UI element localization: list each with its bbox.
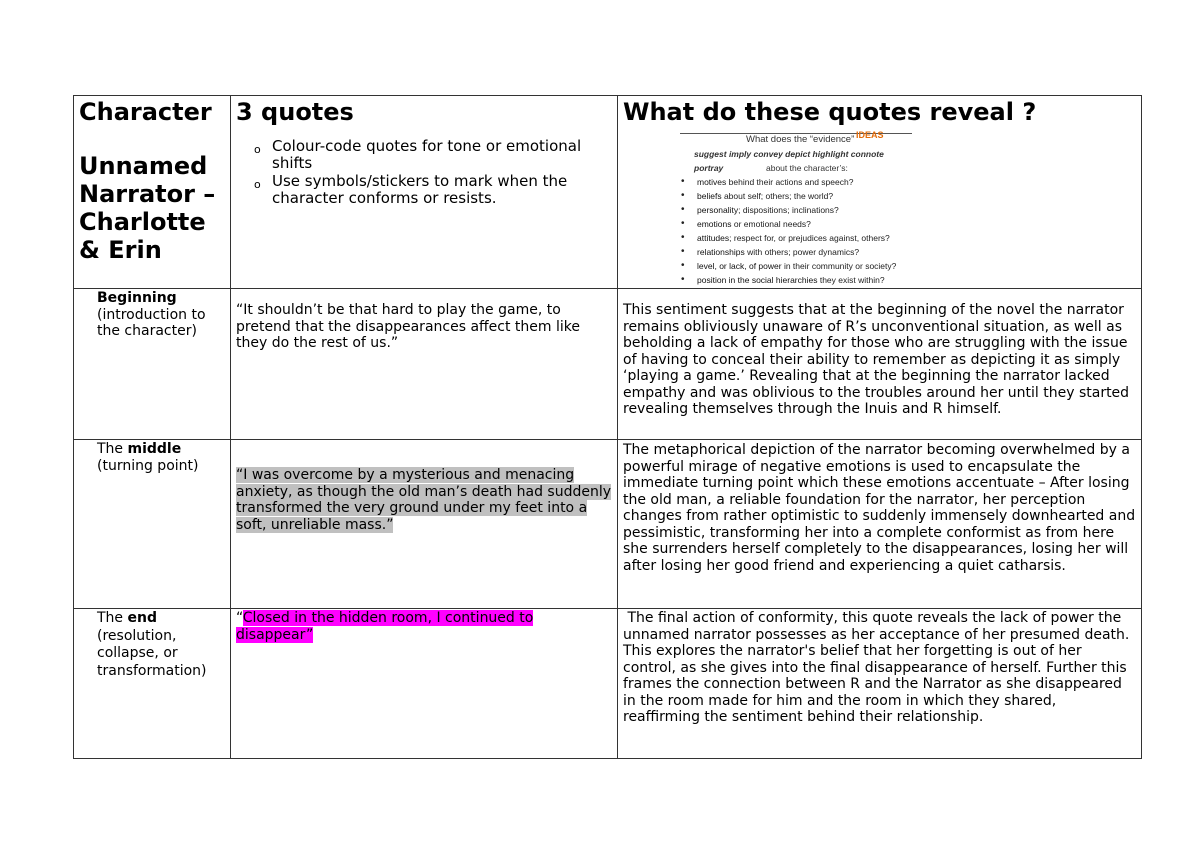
header-reveal-cell bbox=[618, 96, 1142, 289]
analysis-cell bbox=[618, 609, 1142, 759]
character-name-line: Charlotte bbox=[79, 208, 206, 236]
analysis-text: This sentiment suggests that at the beginning of the novel the narrator remains obliviously unaware of R’s unconventional situation, as well as beholding a lack of empathy for those who are struggling with the issue of having to conceal their ability to remember as depicting it as simply ‘playing a game.’ Revealing that at the beginning the narrator lacked empathy and was oblivious to the troubles around her until they started revealing themselves through the Inuis and R himself. bbox=[623, 302, 1130, 417]
quote-text bbox=[236, 467, 612, 533]
character-title: Character bbox=[79, 98, 212, 126]
circle-bullet-icon: o bbox=[254, 143, 261, 156]
circle-bullet-icon: o bbox=[254, 178, 261, 191]
ideas-heading: What does the “evidence” bbox=[746, 134, 855, 145]
table-row-middle bbox=[74, 440, 1142, 609]
ideas-about: about the character’s: bbox=[766, 163, 848, 173]
stage-cell bbox=[74, 289, 231, 440]
table-row-end bbox=[74, 609, 1142, 759]
quote-cell bbox=[231, 289, 618, 440]
quote-text: “It shouldn’t be that hard to play the game, to pretend that the disappearances affect them like they do the rest of us.” bbox=[236, 302, 580, 351]
ideas-guide-image bbox=[680, 130, 912, 285]
character-heading bbox=[79, 98, 225, 264]
table-row-beginning bbox=[74, 289, 1142, 440]
stage-cell bbox=[74, 440, 231, 609]
analysis-cell bbox=[618, 440, 1142, 609]
ideas-item: • level, or lack, of power in their community or society? bbox=[680, 259, 896, 273]
character-name-line: Unnamed bbox=[79, 152, 208, 180]
character-name-line: Narrator – bbox=[79, 180, 216, 208]
ideas-item: • position in the social hierarchies they exist within? bbox=[680, 273, 896, 287]
instruction-item: o Use symbols/stickers to mark when the character conforms or resists. bbox=[254, 172, 568, 207]
analysis-text: The final action of conformity, this quote reveals the lack of power the unnamed narrator possesses as her acceptance of her presumed death. This explores the narrator's belief that her forgetting is out of her control, as she gives into the final disappearance of herself. Further this frames the connection between R and the Narrator as she disappeared in the room made for him and the room in which they shared, reaffirming the sentiment behind their relationship. bbox=[623, 610, 1134, 725]
instruction-item: o Colour-code quotes for tone or emotional shifts bbox=[254, 137, 582, 172]
header-character-cell bbox=[74, 96, 231, 289]
header-row bbox=[74, 96, 1142, 289]
reveal-title: What do these quotes reveal ? bbox=[623, 98, 1037, 126]
ideas-verbs: suggest imply convey depict highlight connote portray bbox=[694, 149, 884, 173]
pink-highlight: Closed in the hidden room, I continued to disappear” bbox=[236, 610, 534, 643]
quote-cell bbox=[231, 609, 618, 759]
grey-highlight: “I was overcome by a mysterious and menacing anxiety, as though the old man’s death had suddenly transformed the very ground under my feet into a soft, unreliable mass.” bbox=[236, 467, 612, 533]
ideas-list bbox=[680, 175, 896, 287]
quote-cell bbox=[231, 440, 618, 609]
ideas-item: • beliefs about self; others; the world? bbox=[680, 189, 896, 203]
character-analysis-table bbox=[73, 95, 1142, 759]
header-quotes-cell bbox=[231, 96, 618, 289]
ideas-item: • attitudes; respect for, or prejudices against, others? bbox=[680, 231, 896, 245]
stage-label: The end (resolution, collapse, or transformation) bbox=[97, 610, 207, 679]
character-name-line: & Erin bbox=[79, 236, 162, 264]
stage-label: Beginning (introduction to the character) bbox=[97, 290, 206, 339]
analysis-cell bbox=[618, 289, 1142, 440]
quote-text: “Closed in the hidden room, I continued to disappear” bbox=[236, 610, 534, 643]
quotes-title: 3 quotes bbox=[236, 98, 354, 126]
ideas-tag: IDEAS bbox=[856, 130, 884, 140]
analysis-text: The metaphorical depiction of the narrator becoming overwhelmed by a powerful mirage of negative emotions is used to encapsulate the immediate turning point which these emotions accentuate – After losing the old man, a reliable foundation for the narrator, her perception changes from rather optimistic to suddenly immensely downhearted and pessimistic, transforming her into a complete conformist as from here she surrenders herself completely to the disappearances, losing her will after losing her good friend and experiencing a quiet catharsis. bbox=[623, 442, 1136, 574]
ideas-item: • relationships with others; power dynamics? bbox=[680, 245, 896, 259]
ideas-item: • emotions or emotional needs? bbox=[680, 217, 896, 231]
stage-label: The middle (turning point) bbox=[97, 441, 199, 474]
ideas-item: • motives behind their actions and speech? bbox=[680, 175, 896, 189]
ideas-item: • personality; dispositions; inclinations? bbox=[680, 203, 896, 217]
instruction-list bbox=[254, 138, 612, 207]
stage-cell bbox=[74, 609, 231, 759]
